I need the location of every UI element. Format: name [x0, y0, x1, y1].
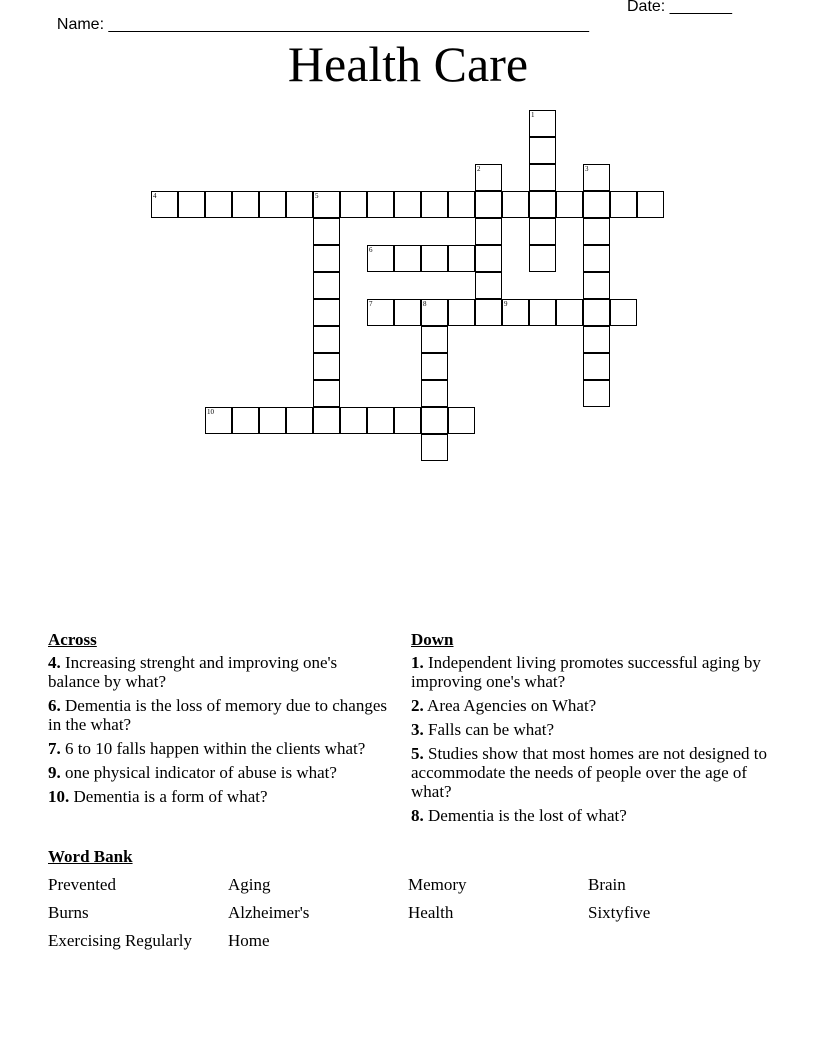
crossword-cell[interactable] — [421, 407, 448, 434]
word-bank-word: Health — [408, 903, 454, 922]
crossword-cell[interactable] — [529, 218, 556, 245]
clue-number: 5. — [411, 744, 424, 763]
clue-number: 5 — [315, 192, 319, 200]
clue-number: 9 — [504, 300, 508, 308]
crossword-cell[interactable] — [421, 245, 448, 272]
across-clue — [48, 763, 388, 782]
clue-text: one physical indicator of abuse is what? — [60, 763, 337, 782]
crossword-cell[interactable] — [583, 164, 610, 191]
crossword-cell[interactable] — [583, 380, 610, 407]
clue-number: 10. — [48, 787, 70, 806]
across-clue — [48, 739, 388, 758]
crossword-cell[interactable] — [313, 326, 340, 353]
clue-number: 2. — [411, 696, 424, 715]
clue-number: 6 — [369, 246, 373, 254]
crossword-cell[interactable] — [205, 191, 232, 218]
word-bank-heading: Word Bank — [48, 847, 133, 866]
crossword-cell[interactable] — [583, 218, 610, 245]
crossword-cell[interactable] — [502, 299, 529, 326]
crossword-cell[interactable] — [340, 407, 367, 434]
word-bank-word: Alzheimer's — [228, 903, 310, 922]
crossword-cell[interactable] — [313, 380, 340, 407]
word-bank-word: Sixtyfive — [588, 903, 651, 922]
clue-number: 8 — [423, 300, 427, 308]
clue-number: 6. — [48, 696, 61, 715]
clue-number: 7 — [369, 300, 373, 308]
crossword-cell[interactable] — [313, 245, 340, 272]
crossword-cell[interactable] — [151, 191, 178, 218]
crossword-cell[interactable] — [367, 407, 394, 434]
clue-text: Independent living promotes successful aging by improving one's what? — [411, 653, 761, 691]
crossword-cell[interactable] — [394, 299, 421, 326]
crossword-cell[interactable] — [583, 191, 610, 218]
crossword-cell[interactable] — [529, 137, 556, 164]
crossword-cell[interactable] — [367, 299, 394, 326]
crossword-cell[interactable] — [421, 434, 448, 461]
clue-text: Increasing strenght and improving one's balance by what? — [48, 653, 338, 691]
clue-number: 4 — [153, 192, 157, 200]
crossword-cell[interactable] — [529, 191, 556, 218]
crossword-cell[interactable] — [286, 407, 313, 434]
across-clue — [48, 653, 388, 691]
crossword-cell[interactable] — [610, 299, 637, 326]
across-heading: Across — [48, 630, 97, 649]
across-clues — [48, 630, 388, 811]
down-clue — [411, 806, 781, 825]
crossword-cell[interactable] — [448, 299, 475, 326]
across-clue — [48, 696, 388, 734]
date-field[interactable]: Date: _______ — [627, 0, 732, 15]
name-field[interactable]: Name: ______________________________________________________ — [56, 16, 589, 33]
crossword-cell[interactable] — [475, 164, 502, 191]
crossword-cell[interactable] — [529, 299, 556, 326]
crossword-cell[interactable] — [367, 191, 394, 218]
crossword-cell[interactable] — [394, 245, 421, 272]
crossword-cell[interactable] — [475, 245, 502, 272]
crossword-cell[interactable] — [421, 353, 448, 380]
crossword-cell[interactable] — [313, 299, 340, 326]
crossword-cell[interactable] — [502, 191, 529, 218]
clue-text: Studies show that most homes are not designed to accommodate the needs of people over the age of what? — [411, 744, 768, 801]
crossword-cell[interactable] — [583, 245, 610, 272]
crossword-cell[interactable] — [313, 272, 340, 299]
clue-number: 2 — [477, 165, 481, 173]
page-title: Health Care — [287, 36, 529, 92]
clue-text: Dementia is a form of what? — [69, 787, 268, 806]
crossword-cell[interactable] — [583, 299, 610, 326]
clue-number: 1 — [531, 111, 535, 119]
word-bank-word: Memory — [408, 875, 467, 894]
crossword-cell[interactable] — [448, 191, 475, 218]
clue-text: Falls can be what? — [423, 720, 555, 739]
crossword-cell[interactable] — [178, 191, 205, 218]
clue-number: 1. — [411, 653, 424, 672]
crossword-cell[interactable] — [583, 353, 610, 380]
crossword-cell[interactable] — [394, 191, 421, 218]
clue-text: Area Agencies on What? — [423, 696, 597, 715]
crossword-cell[interactable] — [475, 299, 502, 326]
down-clue — [411, 720, 781, 739]
clue-text: Dementia is the lost of what? — [423, 806, 627, 825]
clue-number: 4. — [48, 653, 61, 672]
crossword-cell[interactable] — [259, 191, 286, 218]
crossword-cell[interactable] — [583, 272, 610, 299]
crossword-grid — [0, 0, 816, 480]
clue-text: Dementia is the loss of memory due to changes in the what? — [48, 696, 387, 734]
crossword-cell[interactable] — [475, 191, 502, 218]
crossword-cell[interactable] — [286, 191, 313, 218]
crossword-cell[interactable] — [529, 110, 556, 137]
clue-number: 10 — [207, 408, 214, 416]
crossword-cell[interactable] — [610, 191, 637, 218]
word-bank-word: Burns — [48, 903, 89, 922]
word-bank-word: Aging — [228, 875, 271, 894]
crossword-cell[interactable] — [259, 407, 286, 434]
clue-number: 3 — [585, 165, 589, 173]
crossword-cell[interactable] — [583, 326, 610, 353]
down-clue — [411, 653, 781, 691]
down-heading: Down — [411, 630, 454, 649]
crossword-cell[interactable] — [529, 164, 556, 191]
across-clue — [48, 787, 388, 806]
crossword-cell[interactable] — [313, 407, 340, 434]
clue-text: 6 to 10 falls happen within the clients what? — [60, 739, 366, 758]
crossword-cell[interactable] — [475, 218, 502, 245]
crossword-cell[interactable] — [421, 380, 448, 407]
crossword-cell[interactable] — [421, 326, 448, 353]
word-bank-word: Exercising Regularly — [48, 931, 192, 950]
crossword-cell[interactable] — [448, 245, 475, 272]
clue-number: 9. — [48, 763, 61, 782]
clue-number: 8. — [411, 806, 424, 825]
crossword-cell[interactable] — [556, 299, 583, 326]
crossword-cell[interactable] — [205, 407, 232, 434]
crossword-cell[interactable] — [637, 191, 664, 218]
clue-number: 7. — [48, 739, 61, 758]
word-bank-word: Home — [228, 931, 270, 950]
crossword-cell[interactable] — [232, 191, 259, 218]
crossword-cell[interactable] — [394, 407, 421, 434]
crossword-cell[interactable] — [448, 407, 475, 434]
crossword-cell[interactable] — [340, 191, 367, 218]
crossword-cell[interactable] — [475, 272, 502, 299]
down-clues — [411, 630, 781, 830]
crossword-cell[interactable] — [421, 191, 448, 218]
crossword-cell[interactable] — [421, 299, 448, 326]
crossword-cell[interactable] — [313, 218, 340, 245]
clue-number: 3. — [411, 720, 424, 739]
down-clue — [411, 744, 781, 801]
crossword-cell[interactable] — [313, 353, 340, 380]
down-clue — [411, 696, 781, 715]
crossword-cell[interactable] — [367, 245, 394, 272]
crossword-cell[interactable] — [232, 407, 259, 434]
crossword-cell[interactable] — [313, 191, 340, 218]
word-bank-word: Prevented — [48, 875, 116, 894]
crossword-cell[interactable] — [529, 245, 556, 272]
word-bank-word: Brain — [588, 875, 626, 894]
crossword-cell[interactable] — [556, 191, 583, 218]
